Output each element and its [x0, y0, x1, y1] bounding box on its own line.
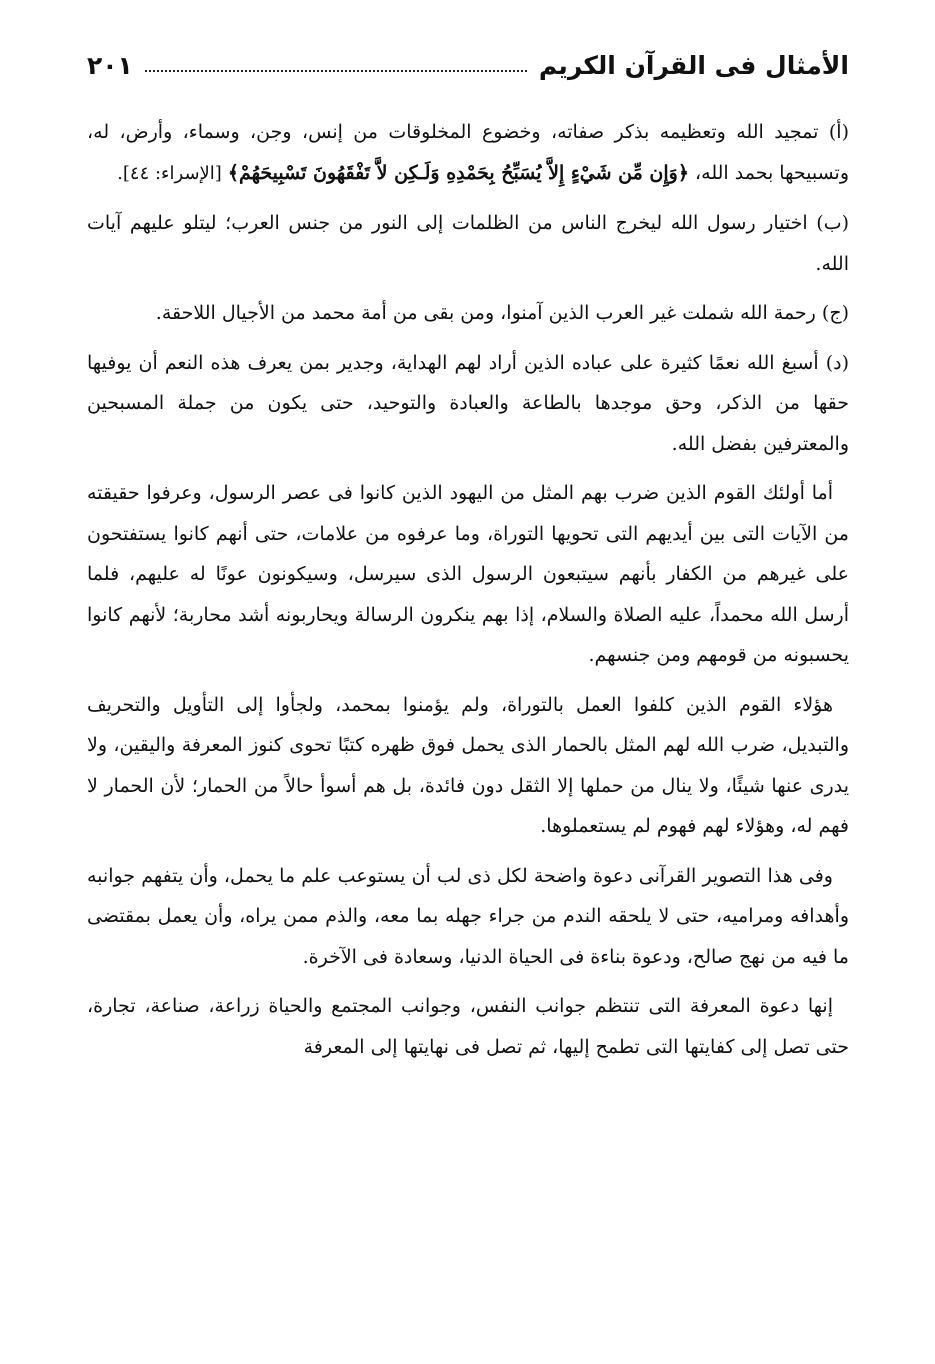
book-page	[87, 30, 849, 1076]
dotted-leader	[145, 70, 527, 72]
verse-citation: [الإسراء: ٤٤].	[117, 162, 222, 184]
paragraph-d-text: أسبغ الله نعمًا كثيرة على عباده الذين أراد لهم الهداية، وجدير بمن يعرف هذه النعم أن يوفيها حقها من الذكر، وحق موجدها بالطاعة والعبادة والتوحيد، حتى يكون من جملة المسبحين والمعترفين بفضل الله.	[87, 351, 849, 455]
verse-open-bracket: ﴿	[677, 161, 689, 184]
paragraph-call-to-knowledge	[87, 986, 849, 1067]
page-number: ٢٠١	[87, 51, 133, 80]
book-title: الأمثال فى القرآن الكريم	[538, 51, 849, 80]
paragraph-6-text: هؤلاء القوم الذين كلفوا العمل بالتوراة، ولم يؤمنوا بمحمد، ولجأوا إلى التأويل والتحريف والتبديل، ضرب الله لهم المثل بالحمار الذى يحمل فوق ظهره كتبًا تحوى كنوز المعرفة واليقين، ولا يدرى عنها شيئًا، ولا ينال من حملها إلا الثقل دون فائدة، بل هم أسوأ حالاً من الحمار؛ لأن الحمار لا فهم له، وهؤلاء لهم فهوم لم يستعملوها.	[87, 693, 849, 837]
paragraph-5-text: أما أولئك القوم الذين ضرب بهم المثل من اليهود الذين كانوا فى عصر الرسول، وعرفوا حقيقته من الآيات التى بين أيديهم التى تحويها التوراة، وما عرفوه من علامات، حتى أنهم كانوا يستفتحون على غيرهم من الكفار بأنهم سيتبعون الرسول الذى سيرسل، وسيكونون عونًا له عليهم، فلما أرسل الله محمداً، عليه الصلاة والسلام، إذا بهم ينكرون الرسالة ويحاربونه أشد محاربة؛ لأنهم كانوا يحسبونه من قومهم ومن جنسهم.	[87, 482, 849, 666]
item-label-c: (ج)	[821, 302, 849, 324]
paragraph-c-text: رحمة الله شملت غير العرب الذين آمنوا، ومن بقى من أمة محمد من الأجيال اللاحقة.	[155, 302, 816, 324]
paragraph-8-text: إنها دعوة المعرفة التى تنتظم جوانب النفس، وجوانب المجتمع والحياة زراعة، صناعة، تجارة، حتى تصل إلى كفايتها التى تطمح إليها، ثم تصل فى نهايتها إلى المعرفة	[87, 995, 849, 1058]
paragraph-7-text: وفى هذا التصوير القرآنى دعوة واضحة لكل ذى لب أن يستوعب علم ما يحمل، وأن يتفهم جوانبه وأهدافه ومراميه، حتى لا يلحقه الندم من جراء جهله بما معه، والذم ممن يراه، وأن يعمل بمقتضى ما فيه من نهج صالح، ودعوة بناءة فى الحياة الدنيا، وسعادة فى الآخرة.	[87, 864, 849, 968]
paragraph-d	[87, 343, 849, 465]
verse-close-bracket: ﴾	[227, 161, 240, 184]
paragraph-a	[87, 112, 849, 194]
paragraph-jews-parable	[87, 473, 849, 676]
paragraph-donkey-parable	[87, 685, 849, 847]
item-label-b: (ب)	[816, 212, 849, 234]
paragraph-a-text: تمجيد الله وتعظيمه بذكر صفاته، وخضوع المخلوقات من إنس، وجن، وسماء، وأرض، له، وتسبيحها بحمد الله،	[87, 121, 849, 184]
paragraph-c	[87, 293, 849, 334]
quran-verse: وَإِن مِّن شَيْءٍ إِلاَّ يُسَبِّحُ بِحَمْدِهِ وَلَـكِن لاَّ تَفْقَهُونَ تَسْبِيحَهُمْ	[239, 161, 678, 184]
item-label-a: (أ)	[828, 121, 849, 143]
item-label-d: (د)	[825, 351, 849, 374]
paragraph-b-text: اختيار رسول الله ليخرج الناس من الظلمات إلى النور من جنس العرب؛ ليتلو عليهم آيات الله.	[87, 212, 849, 275]
paragraph-b	[87, 203, 849, 284]
paragraph-call-to-understand	[87, 856, 849, 978]
running-header	[87, 30, 849, 78]
